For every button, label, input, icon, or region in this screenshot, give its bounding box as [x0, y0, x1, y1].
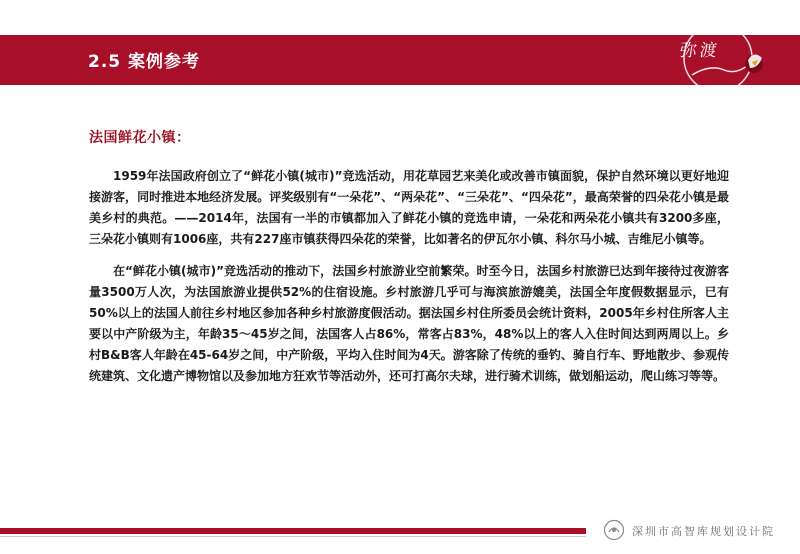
footer-rule [0, 528, 586, 534]
paragraph-2: 在“鲜花小镇(城市)”竞选活动的推动下，法国乡村旅游业空前繁荣。时至今日，法国乡村旅游已达到年接待过夜游客量3500万人次，为法国旅游业提供52%的住宿设施。乡村旅游几乎可与海滨旅游媲美，法国全年度假数据显示，已有50%以上的法国人前往乡村地区参加各种乡村旅游度假活动。据法国乡村住所委员会统计资料，2005年乡村住所客人主要以中产阶级为主，年龄35～45岁之间，法国客人占86%，常客占83%，48%以上的客人入住时间达到两周以上。乡村B&B客人年龄在45-64岁之间，中产阶级，平均入住时间为4天。游客除了传统的垂钓、骑自行车、野地散步、参观传统建筑、文化遗产博物馆以及参加地方狂欢节等活动外，还可打高尔夫球，进行骑术训练，做划船运动，爬山练习等等。 [89, 264, 729, 383]
paragraph-1: 1959年法国政府创立了“鲜花小镇(城市)”竞选活动，用花草园艺来美化或改善市镇面貌，保护自然环境以更好地迎接游客，同时推进本地经济发展。评奖级别有“一朵花”、“两朵花”、“三朵花”、“四朵花”，最高荣誉的四朵花小镇是最美乡村的典范。——2014年，法国有一半的市镇都加入了鲜花小镇的竞选申请，一朵花和两朵花小镇共有3200多座，三朵花小镇则有1006座，共有227座市镇获得四朵花的荣誉，比如著名的伊瓦尔小镇、科尔马小城、吉维尼小镇等。 [89, 169, 729, 246]
section-title: 2.5 案例参考 [88, 52, 201, 72]
subheading: 法国鲜花小镇： [89, 130, 191, 146]
body-text [89, 166, 729, 398]
footer-rule-thin [0, 536, 586, 537]
logo-text: 弥渡 [678, 41, 722, 61]
org-emblem-icon [603, 519, 625, 541]
footer-org-name: 深圳市高智库规划设计院 [632, 525, 775, 538]
